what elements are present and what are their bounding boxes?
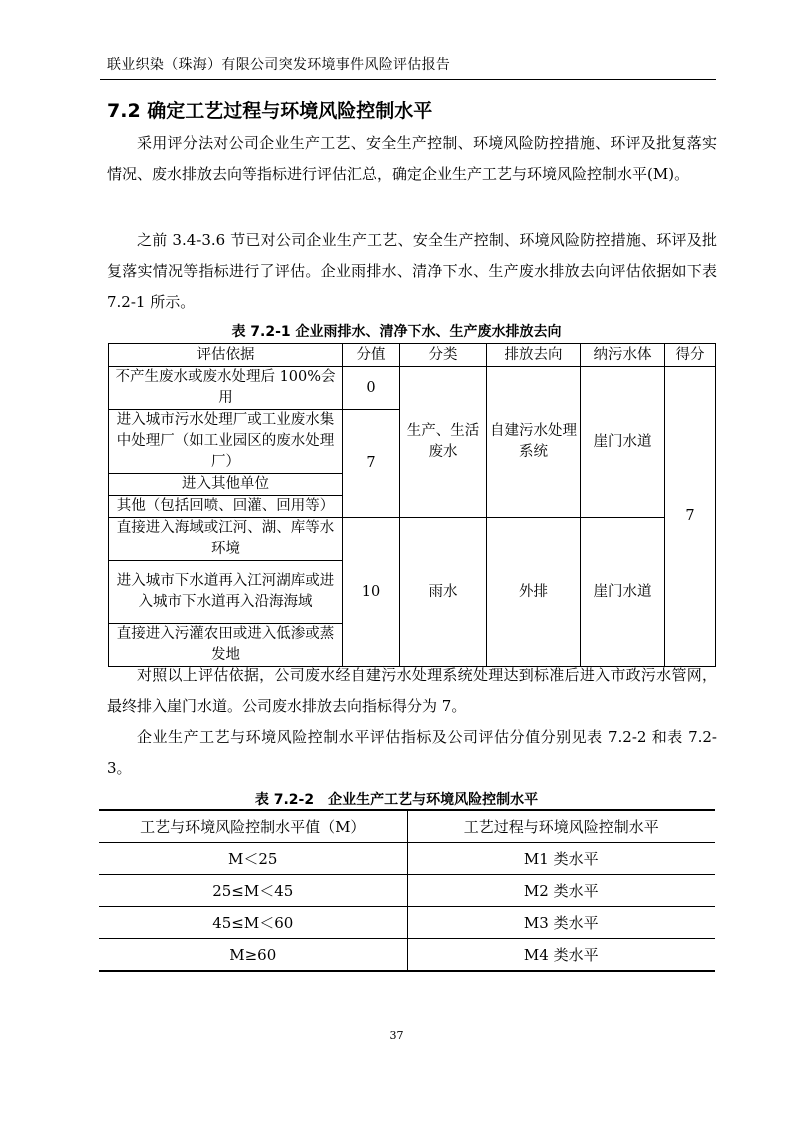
category-cell: 生产、生活废水 xyxy=(400,367,487,518)
page-number: 37 xyxy=(389,1029,404,1042)
header-cell: 得分 xyxy=(665,344,716,367)
criterion-cell: 直接进入海域或江河、湖、库等水环境 xyxy=(109,518,343,561)
destination-cell: 外排 xyxy=(487,518,581,667)
table-row xyxy=(99,843,715,875)
m-level-cell: M3 类水平 xyxy=(407,907,715,939)
final-score-cell: 7 xyxy=(665,367,716,667)
water-body-cell: 崖门水道 xyxy=(581,518,665,667)
table-7-2-1-caption: 表 7.2-1 企业雨排水、清净下水、生产废水排放去向 xyxy=(231,324,562,340)
table-row xyxy=(99,875,715,907)
criterion-cell: 进入其他单位 xyxy=(109,474,343,496)
water-body-cell: 崖门水道 xyxy=(581,367,665,518)
score-cell: 7 xyxy=(343,410,400,518)
paragraph-4: 企业生产工艺与环境风险控制水平评估指标及公司评估分值分别见表 7.2-2 和表 7.2-3。 xyxy=(107,728,717,777)
header-cell: 工艺过程与环境风险控制水平 xyxy=(407,810,715,843)
paragraph-1: 采用评分法对公司企业生产工艺、安全生产控制、环境风险防控措施、环评及批复落实情况、废水排放去向等指标进行评估汇总，确定企业生产工艺与环境风险控制水平(M)。 xyxy=(107,134,717,183)
criterion-cell: 其他（包括回喷、回灌、回用等） xyxy=(109,496,343,518)
score-cell: 0 xyxy=(343,367,400,410)
table-header-row xyxy=(109,344,716,367)
table-row xyxy=(109,518,716,561)
criterion-cell: 直接进入污灌农田或进入低渗或蒸发地 xyxy=(109,624,343,667)
table-header-row xyxy=(99,810,715,843)
section-title: 7.2 确定工艺过程与环境风险控制水平 xyxy=(107,100,433,122)
header-rule xyxy=(100,79,716,80)
paragraph-2: 之前 3.4-3.6 节已对公司企业生产工艺、安全生产控制、环境风险防控措施、环评及批复落实情况等指标进行了评估。企业雨排水、清净下水、生产废水排放去向评估依据如下表 7.2-1 所示。 xyxy=(107,231,717,311)
criterion-cell: 不产生废水或废水处理后 100%会用 xyxy=(109,367,343,410)
header-cell: 分值 xyxy=(343,344,400,367)
table-row xyxy=(99,907,715,939)
m-level-cell: M1 类水平 xyxy=(407,843,715,875)
criterion-cell: 进入城市污水处理厂或工业废水集中处理厂（如工业园区的废水处理厂） xyxy=(109,410,343,474)
table-7-2-2 xyxy=(99,809,715,972)
destination-cell: 自建污水处理系统 xyxy=(487,367,581,518)
header-cell: 分类 xyxy=(400,344,487,367)
m-level-cell: M4 类水平 xyxy=(407,939,715,972)
table-row xyxy=(99,939,715,972)
header-cell: 纳污水体 xyxy=(581,344,665,367)
m-value-cell: M≥60 xyxy=(99,939,407,972)
table-row xyxy=(109,367,716,410)
table-7-2-2-caption: 表 7.2-2 企业生产工艺与环境风险控制水平 xyxy=(254,792,539,808)
criterion-cell: 进入城市下水道再入江河湖库或进入城市下水道再入沿海海域 xyxy=(109,561,343,624)
table-7-2-1 xyxy=(108,343,716,667)
m-value-cell: M＜25 xyxy=(99,843,407,875)
m-level-cell: M2 类水平 xyxy=(407,875,715,907)
m-value-cell: 45≤M＜60 xyxy=(99,907,407,939)
header-cell: 工艺与环境风险控制水平值（M） xyxy=(99,810,407,843)
paragraph-3: 对照以上评估依据，公司废水经自建污水处理系统处理达到标准后进入市政污水管网，最终排入崖门水道。公司废水排放去向指标得分为 7。 xyxy=(107,666,717,715)
score-cell: 10 xyxy=(343,518,400,667)
page-header: 联业织染（珠海）有限公司突发环境事件风险评估报告 xyxy=(107,57,451,73)
m-value-cell: 25≤M＜45 xyxy=(99,875,407,907)
category-cell: 雨水 xyxy=(400,518,487,667)
header-cell: 评估依据 xyxy=(109,344,343,367)
header-cell: 排放去向 xyxy=(487,344,581,367)
